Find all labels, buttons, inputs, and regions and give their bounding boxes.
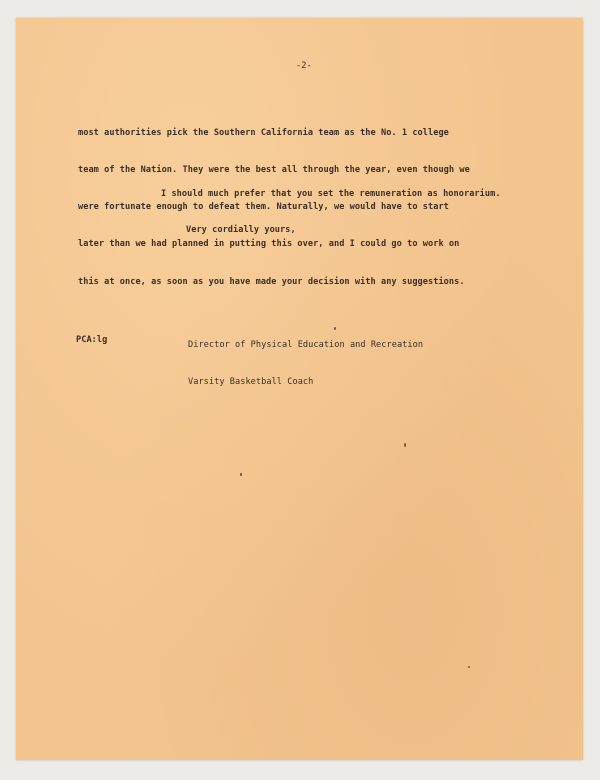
typist-initials: PCA:lg: [76, 335, 108, 345]
complimentary-closing: Very cordially yours,: [186, 225, 296, 235]
paper-speck: [334, 327, 336, 330]
body-line: most authorities pick the Southern California team as the No. 1 college: [78, 127, 449, 138]
paper-speck: [468, 666, 470, 668]
body-paragraph: [78, 102, 470, 313]
paper-speck: [240, 473, 242, 476]
body-line: were fortunate enough to defeat them. Naturally, we would have to start: [78, 202, 449, 213]
letter-sheet: [16, 18, 583, 760]
body-line: this at once, as soon as you have made your decision with any suggestions.: [78, 276, 465, 287]
body-line: later than we had planned in putting this over, and I could go to work on: [78, 239, 460, 250]
signature-title-block: [188, 314, 423, 413]
page-number: -2-: [296, 61, 312, 71]
remuneration-preference: I should much prefer that you set the remuneration as honorarium.: [161, 189, 501, 199]
body-line: team of the Nation. They were the best all through the year, even though we: [78, 165, 470, 176]
signature-title-line: Director of Physical Education and Recreation: [188, 339, 424, 350]
paper-speck: [404, 443, 406, 447]
signature-title-line: Varsity Basketball Coach: [188, 377, 314, 388]
